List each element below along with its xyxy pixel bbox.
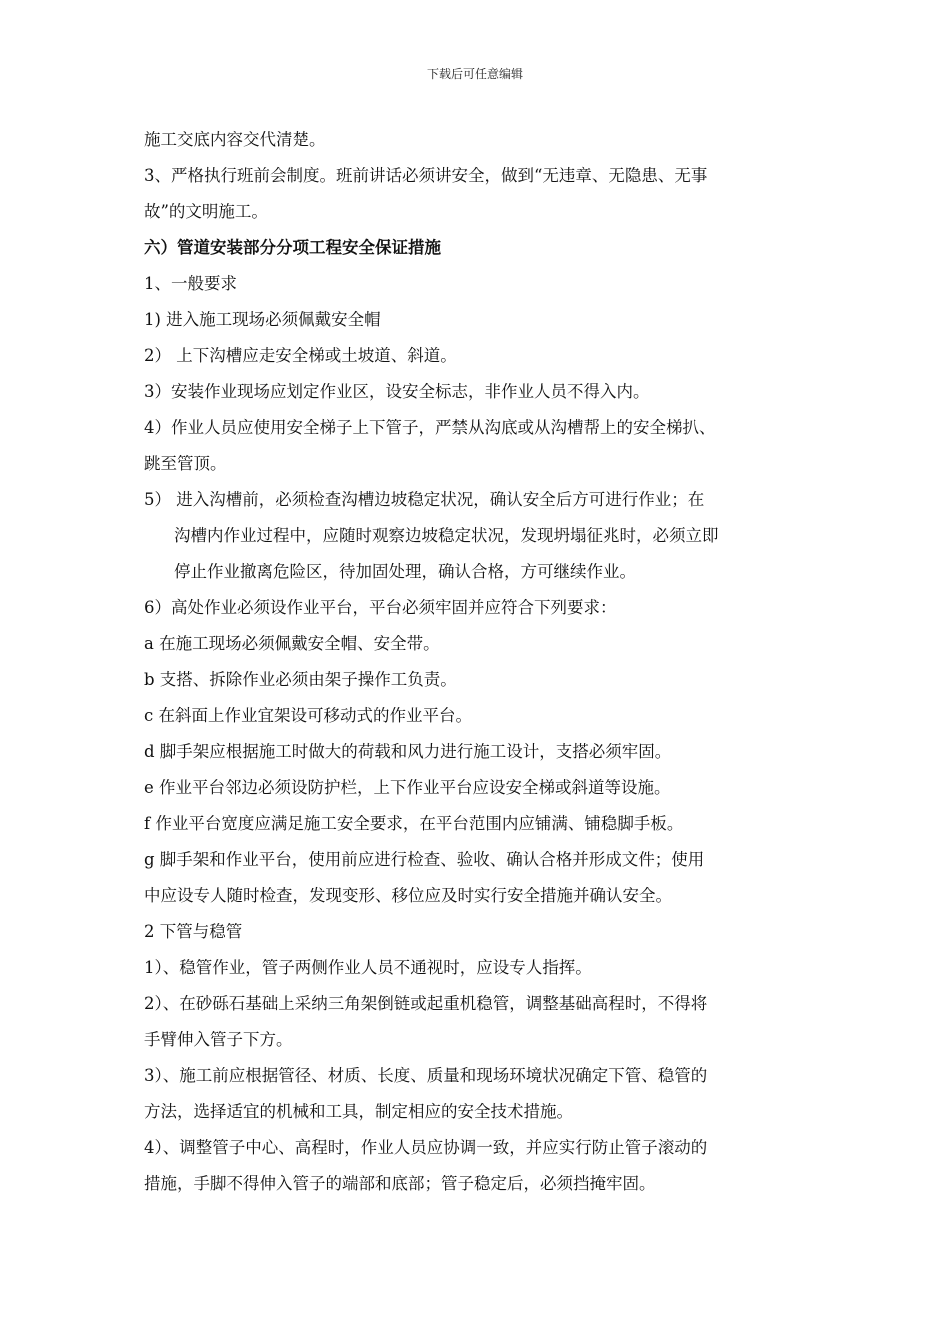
text-line: 措施，手脚不得伸入管子的端部和底部；管子稳定后，必须挡掩牢固。 — [144, 1174, 656, 1193]
text-line: 故”的文明施工。 — [144, 202, 268, 221]
text-line: 3）、施工前应根据管径、材质、长度、质量和现场环境状况确定下管、稳管的 — [144, 1066, 708, 1085]
text-line: 跳至管顶。 — [144, 454, 227, 473]
text-line: 2） 上下沟槽应走安全梯或土坡道、斜道。 — [144, 346, 457, 365]
text-line: 4）作业人员应使用安全梯子上下管子，严禁从沟底或从沟槽帮上的安全梯扒、 — [144, 418, 716, 437]
text-line: e 作业平台邻边必须设防护栏，上下作业平台应设安全梯或斜道等设施。 — [144, 778, 671, 797]
subsection-heading: 1、一般要求 — [144, 274, 237, 293]
document-body — [144, 122, 806, 1202]
text-line: 沟槽内作业过程中，应随时观察边坡稳定状况，发现坍塌征兆时，必须立即 — [174, 526, 719, 545]
section-heading: 六）管道安装部分分项工程安全保证措施 — [144, 238, 441, 257]
text-line: c 在斜面上作业宜架设可移动式的作业平台。 — [144, 706, 472, 725]
text-line: f 作业平台宽度应满足施工安全要求，在平台范围内应铺满、铺稳脚手板。 — [144, 814, 684, 833]
text-line: 6）高处作业必须设作业平台，平台必须牢固并应符合下列要求： — [144, 598, 617, 617]
text-line: 1) 进入施工现场必须佩戴安全帽 — [144, 310, 381, 329]
text-line: 4）、调整管子中心、高程时，作业人员应协调一致，并应实行防止管子滚动的 — [144, 1138, 708, 1157]
text-line: 5） 进入沟槽前，必须检查沟槽边坡稳定状况，确认安全后方可进行作业；在 — [144, 490, 705, 509]
page-header: 下载后可任意编辑 — [426, 67, 523, 81]
text-line: 手臂伸入管子下方。 — [144, 1030, 293, 1049]
text-line: 3、严格执行班前会制度。班前讲话必须讲安全，做到“无违章、无隐患、无事 — [144, 166, 708, 185]
text-line: 施工交底内容交代清楚。 — [144, 130, 326, 149]
text-line: 中应设专人随时检查，发现变形、移位应及时实行安全措施并确认安全。 — [144, 886, 672, 905]
text-line: g 脚手架和作业平台，使用前应进行检查、验收、确认合格并形成文件；使用 — [144, 850, 705, 869]
text-line: a 在施工现场必须佩戴安全帽、安全带。 — [144, 634, 440, 653]
subsection-heading: 2 下管与稳管 — [144, 922, 243, 941]
text-line: d 脚手架应根据施工时做大的荷载和风力进行施工设计，支搭必须牢固。 — [144, 742, 672, 761]
text-line: 2）、在砂砾石基础上采纳三角架倒链或起重机稳管，调整基础高程时，不得将 — [144, 994, 708, 1013]
text-line: b 支搭、拆除作业必须由架子操作工负责。 — [144, 670, 457, 689]
text-line: 1）、稳管作业，管子两侧作业人员不通视时，应设专人指挥。 — [144, 958, 592, 977]
text-line: 停止作业撤离危险区，待加固处理，确认合格，方可继续作业。 — [174, 562, 636, 581]
text-line: 3）安装作业现场应划定作业区，设安全标志，非作业人员不得入内。 — [144, 382, 650, 401]
text-line: 方法，选择适宜的机械和工具，制定相应的安全技术措施。 — [144, 1102, 573, 1121]
